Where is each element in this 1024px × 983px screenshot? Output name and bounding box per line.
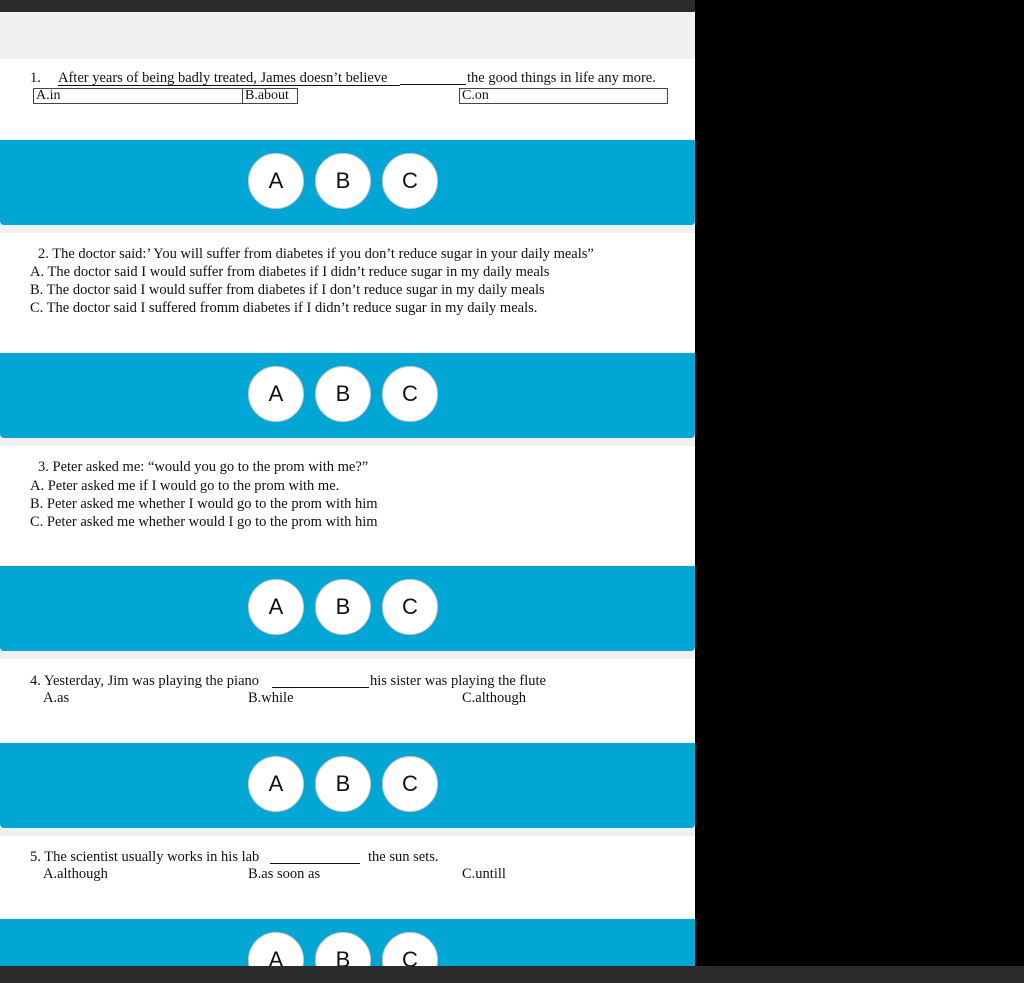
question-4-stem-after: his sister was playing the flute: [370, 673, 546, 689]
answer-a-button[interactable]: A: [248, 366, 304, 422]
question-3-option-b: B. Peter asked me whether I would go to the prom with him: [30, 496, 378, 512]
question-4-option-a: A.as: [43, 690, 70, 706]
top-status-bar: [0, 0, 695, 12]
answer-a-button[interactable]: A: [248, 756, 304, 812]
answer-bar-3: [0, 566, 695, 651]
question-4-blank: [272, 675, 369, 688]
answer-bar-2: [0, 353, 695, 438]
question-4-option-c: C.although: [462, 690, 527, 706]
question-2-option-c: C. The doctor said I suffered fromm diabetes if I didn’t reduce sugar in my daily meals.: [30, 300, 538, 316]
question-4-stem-before: 4. Yesterday, Jim was playing the piano: [30, 673, 260, 689]
question-5-option-b: B.as soon as: [248, 866, 321, 882]
answer-c-button[interactable]: C: [382, 932, 438, 966]
question-1-stem-after: the good things in life any more.: [467, 70, 656, 86]
question-2-stem: 2. The doctor said:’ You will suffer from diabetes if you don’t reduce sugar in your daily meals”: [38, 246, 594, 262]
answer-c-button[interactable]: C: [382, 153, 438, 209]
question-2-option-a: A. The doctor said I would suffer from diabetes if I didn’t reduce sugar in my daily meals: [30, 264, 550, 280]
quiz-screen[interactable]: [0, 12, 695, 966]
question-5-option-a: A.although: [43, 866, 108, 882]
bottom-bar: [0, 966, 1024, 983]
question-5-stem-after: the sun sets.: [368, 849, 439, 865]
question-1-stem-before: After years of being badly treated, James doesn’t believe: [58, 70, 388, 86]
answer-b-button[interactable]: B: [315, 153, 371, 209]
answer-b-button[interactable]: B: [315, 756, 371, 812]
question-5-stem-before: 5. The scientist usually works in his lab: [30, 849, 260, 865]
answer-a-button[interactable]: A: [248, 153, 304, 209]
question-1-option-a: A.in: [33, 88, 243, 104]
question-card-3: [0, 446, 695, 565]
question-1-option-b: B.about: [242, 88, 298, 104]
answer-c-button[interactable]: C: [382, 579, 438, 635]
answer-a-button[interactable]: A: [248, 579, 304, 635]
question-4-option-b: B.while: [248, 690, 294, 706]
answer-bar-4: [0, 743, 695, 828]
question-1-number: 1.: [30, 70, 41, 86]
answer-b-button[interactable]: B: [315, 932, 371, 966]
question-3-option-c: C. Peter asked me whether would I go to the prom with him: [30, 514, 378, 530]
question-1-blank: [400, 72, 466, 85]
question-5-option-c: C.untill: [462, 866, 506, 882]
answer-b-button[interactable]: B: [315, 579, 371, 635]
question-3-option-a: A. Peter asked me if I would go to the prom with me.: [30, 478, 340, 494]
question-2-option-b: B. The doctor said I would suffer from diabetes if I don’t reduce sugar in my daily meals: [30, 282, 545, 298]
question-5-blank: [270, 851, 360, 864]
answer-bar-1: [0, 140, 695, 225]
question-card-2: [0, 233, 695, 352]
question-card-1: [0, 59, 695, 139]
question-3-stem: 3. Peter asked me: “would you go to the prom with me?”: [38, 459, 369, 475]
question-card-4: [0, 659, 695, 742]
answer-b-button[interactable]: B: [315, 366, 371, 422]
answer-a-button[interactable]: A: [248, 932, 304, 966]
answer-c-button[interactable]: C: [382, 366, 438, 422]
answer-c-button[interactable]: C: [382, 756, 438, 812]
answer-bar-5: [0, 919, 695, 966]
question-card-5: [0, 836, 695, 918]
question-1-option-c: C.on: [459, 88, 668, 104]
